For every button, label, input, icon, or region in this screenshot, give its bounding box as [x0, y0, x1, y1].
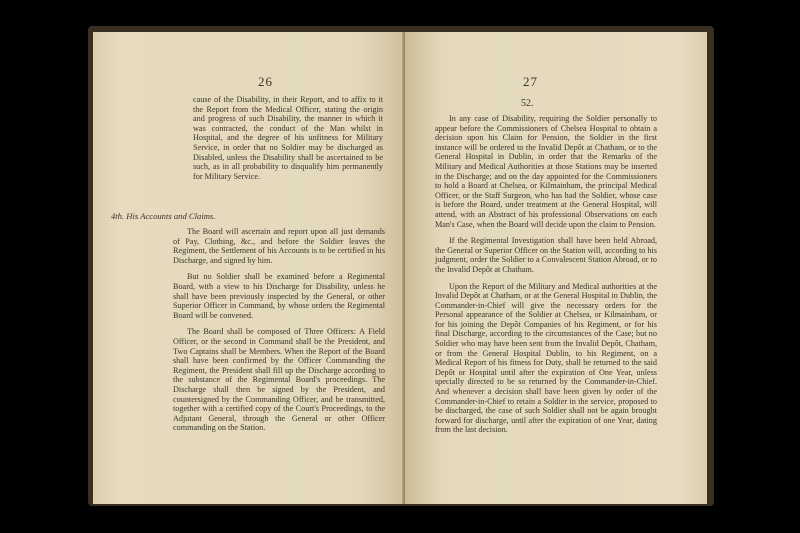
page-number: 27: [523, 74, 538, 89]
body-text: [173, 227, 385, 440]
paragraph: In any case of Disability, requiring the Soldier personally to appear before the Commissioners of Chelsea Hospital to obtain a decision upon his Claim for Pension, the Soldier in the first instance will be ordered to the Invalid Depôt at Chatham, or to the General Hospital in Dublin, in order that the Remarks of the Military and Medical Authorities at those Stations may be inserted in the Discharge; and on the day appointed for the Commissioners to hold a Board at Chelsea, or Kilmainham, the principal Medical Officer, or the Staff Surgeon, who has had the Soldier, whose case is before the Board, under treatment at the General Hospital, will attend, with an Abstract of his professional Observations on each Man's Case, when the Board will decide upon the claim to Pension.: [435, 114, 657, 229]
section-number: 52.: [521, 98, 534, 109]
right-page: [405, 32, 707, 504]
body-text: [435, 114, 657, 442]
paragraph: Upon the Report of the Military and Medical authorities at the Invalid Depôt at Chatham, or at the General Hospital in Dublin, the Commander-in-Chief will give the necessary orders for the Personal appearance of the Soldier at Chelsea, or Kilmainham, or for his joining the Depôt Companies of his Regiment, or for his final Discharge, according to the circumstances of the Case; but no Soldier who may have been sent from the Invalid Depôt, Chatham, or from the General Hospital Dublin, to his Regiment, on a Medical Report of his fitness for Duty, shall be returned to the said Depôt or Hospital until after the expiration of One Year, unless specially directed to be so returned by the Commander-in-Chief. And whenever a decision shall have been given by order of the Commander-in-Chief to retain a Soldier in the service, proposed to be discharged, the case of such Soldier shall not be again brought forward for discharge, until after the expiration of one Year, dating from the last decision.: [435, 281, 657, 435]
section-heading: 4th. His Accounts and Claims.: [111, 211, 216, 221]
paragraph: But no Soldier shall be examined before a Regimental Board, with a view to his Discharge for Disability, unless he shall have been previously inspected by the General, or other Superior Officer in Command, by whose orders the Regimental Board will be convened.: [173, 272, 385, 320]
paragraph: The Board shall be composed of Three Officers: A Field Officer, or the second in Command shall be the President, and Two Captains shall be Members. When the Report of the Board shall have been confirmed by the Officer Commanding the Regiment, the President shall fill up the Discharge according to the substance of the Regimental Board's proceedings. The Discharge shall then be signed by the President, and countersigned by the Commanding Officer, and be transmitted, together with a certified copy of the Court's Proceedings, to the Adjutant General, through the General or other Officer commanding on the Station.: [173, 327, 385, 433]
page-number: 26: [258, 74, 273, 89]
left-page: [93, 32, 405, 504]
opening-text: [193, 95, 383, 188]
paragraph: If the Regimental Investigation shall have been held Abroad, the General or Superior Officer on the Station will, according to his judgment, order the Soldier to a Convalescent Station Abroad, or to the Invalid Depôt at Chatham.: [435, 236, 657, 274]
paragraph: The Board will ascertain and report upon all just demands of Pay, Clothing, &c., and before the Soldier leaves the Regiment, the Settlement of his Accounts is to be certified in his Discharge, and signed by him.: [173, 227, 385, 265]
paragraph: cause of the Disability, in their Report, and to affix to it the Report from the Medical Officer, stating the origin and progress of such Disability, the manner in which it was contracted, the conduct of the Man whilst in Hospital, and the degree of his unfitness for Military Service, in order that no Soldier may be discharged as Disabled, unless the Disability shall be ascertained to be such, as in all probability to disqualify him permanently for Military Service.: [193, 95, 383, 181]
